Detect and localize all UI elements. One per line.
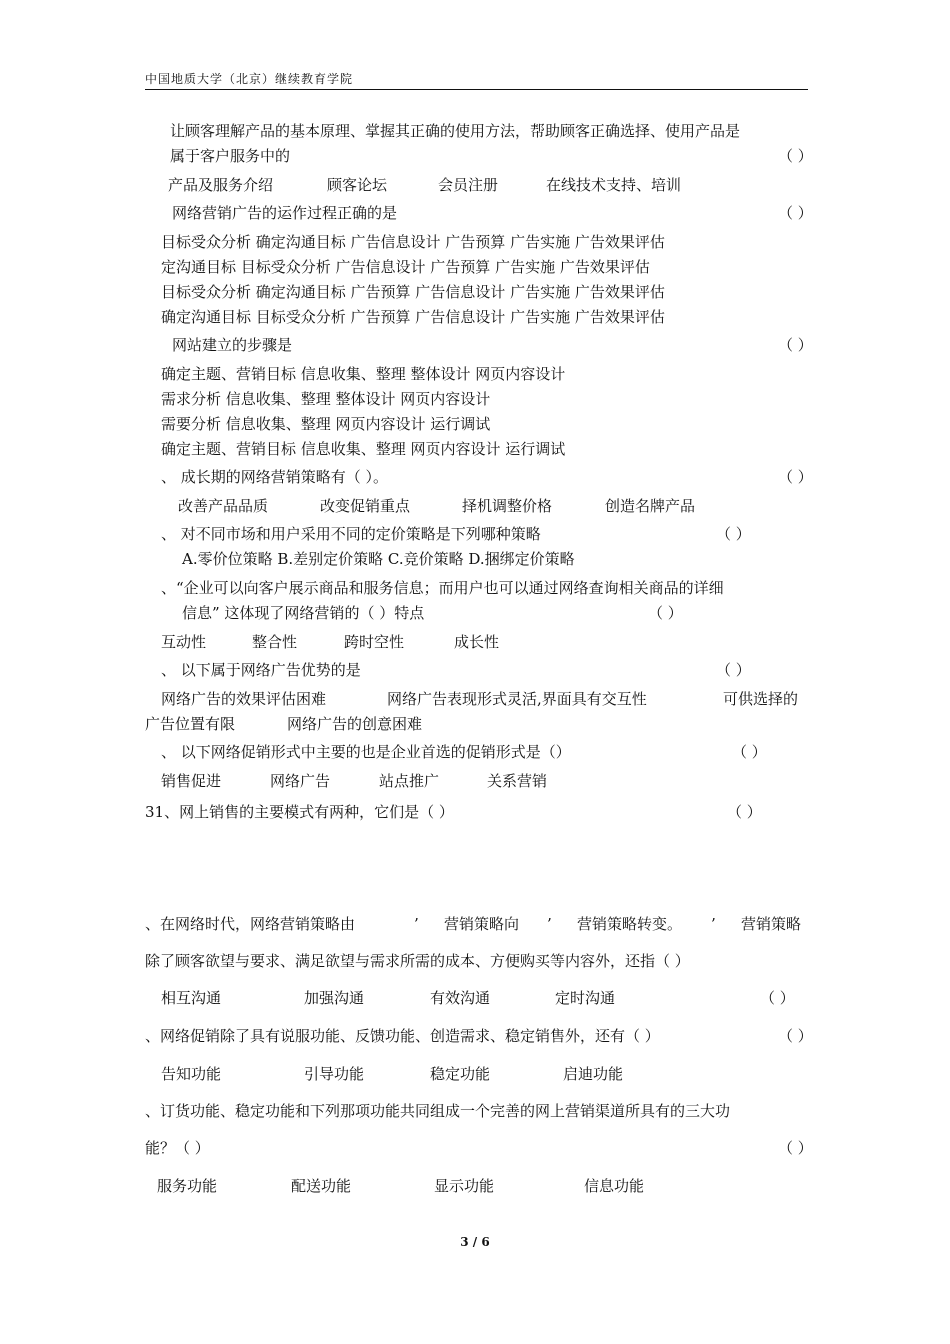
question-stem: 信息” 这体现了网络营销的（ ）特点 (182, 604, 425, 622)
question-stem: 、 以下属于网络广告优势的是 (161, 661, 361, 679)
question-stem: 、在网络时代，网络营销策略由 (145, 915, 356, 933)
option: 互动性 (161, 633, 207, 651)
question-stem: 网络营销广告的运作过程正确的是 (172, 204, 398, 222)
option: 在线技术支持、培训 (546, 176, 682, 194)
answer-paren: （ ） (760, 989, 795, 1007)
header-rule (145, 89, 808, 90)
answer-paren: （ ） (716, 525, 751, 543)
option: 改善产品品质 (178, 497, 269, 515)
question-stem: 让顾客理解产品的基本原理、掌握其正确的使用方法，帮助顾客正确选择、使用产品是 (170, 122, 741, 140)
option: 相互沟通 (161, 989, 222, 1007)
page-number: 3 / 6 (460, 1235, 490, 1249)
question-stem: 、 成长期的网络营销策略有（ ）。 (161, 468, 389, 486)
option: 稳定功能 (430, 1065, 491, 1083)
option: 可供选择的 (723, 690, 799, 708)
answer-paren: （ ） (778, 204, 813, 222)
option: 网络广告的效果评估困难 (161, 690, 327, 708)
option: 跨时空性 (344, 633, 405, 651)
option: 确定主题、营销目标 信息收集、整理 整体设计 网页内容设计 (161, 365, 566, 383)
question-stem: 营销策略转变。 (577, 915, 683, 933)
question-stem: ’ (414, 915, 419, 933)
answer-paren: （ ） (778, 468, 813, 486)
option: 确定沟通目标 目标受众分析 广告预算 广告信息设计 广告实施 广告效果评估 (161, 308, 665, 326)
option: 加强沟通 (304, 989, 365, 1007)
option: 择机调整价格 (462, 497, 553, 515)
option: 创造名牌产品 (605, 497, 696, 515)
answer-paren: （ ） (727, 803, 762, 821)
question-stem: 营销策略 (741, 915, 802, 933)
option: 产品及服务介绍 (168, 176, 274, 194)
option-line: A.零价位策略 B.差别定价策略 C.竞价策略 D.捆绑定价策略 (182, 550, 575, 568)
question-stem: 、 以下网络促销形式中主要的也是企业首选的促销形式是（） (161, 743, 571, 761)
option: 目标受众分析 确定沟通目标 广告信息设计 广告预算 广告实施 广告效果评估 (161, 233, 665, 251)
question-stem: ’ (711, 915, 716, 933)
answer-paren: （ ） (778, 1027, 813, 1045)
option: 有效沟通 (430, 989, 491, 1007)
question-stem: 能？（ ） (145, 1139, 210, 1157)
answer-paren: （ ） (716, 661, 751, 679)
option: 销售促进 (161, 772, 222, 790)
option: 目标受众分析 确定沟通目标 广告预算 广告信息设计 广告实施 广告效果评估 (161, 283, 665, 301)
option: 关系营销 (487, 772, 548, 790)
option: 站点推广 (379, 772, 440, 790)
option: 服务功能 (157, 1177, 218, 1195)
question-stem: 除了顾客欲望与要求、满足欲望与需求所需的成本、方便购买等内容外，还指（ ） (145, 952, 690, 970)
option: 定时沟通 (555, 989, 616, 1007)
option: 启迪功能 (563, 1065, 624, 1083)
option: 引导功能 (304, 1065, 365, 1083)
question-stem: 属于客户服务中的 (170, 147, 291, 165)
question-stem: ’ (547, 915, 552, 933)
option: 网络广告 (270, 772, 331, 790)
option: 网络广告表现形式灵活,界面具有交互性 (387, 690, 647, 708)
option: 顾客论坛 (327, 176, 388, 194)
option: 会员注册 (438, 176, 499, 194)
answer-paren: （ ） (778, 336, 813, 354)
option: 成长性 (454, 633, 500, 651)
option: 改变促销重点 (320, 497, 411, 515)
option: 整合性 (252, 633, 298, 651)
question-stem: 、订货功能、稳定功能和下列那项功能共同组成一个完善的网上营销渠道所具有的三大功 (145, 1102, 731, 1120)
answer-paren: （ ） (778, 1139, 813, 1157)
option: 广告位置有限 (145, 715, 236, 733)
option: 配送功能 (291, 1177, 352, 1195)
answer-paren: （ ） (648, 604, 683, 622)
option: 显示功能 (434, 1177, 495, 1195)
option: 信息功能 (584, 1177, 645, 1195)
question-stem: 网站建立的步骤是 (172, 336, 293, 354)
question-stem: 、网络促销除了具有说服功能、反馈功能、创造需求、稳定销售外，还有（ ） (145, 1027, 660, 1045)
question-stem: 、 对不同市场和用户采用不同的定价策略是下列哪种策略 (161, 525, 541, 543)
answer-paren: （ ） (732, 743, 767, 761)
option: 需要分析 信息收集、整理 网页内容设计 运行调试 (161, 415, 491, 433)
answer-paren: （ ） (778, 147, 813, 165)
option: 网络广告的创意困难 (287, 715, 423, 733)
document-header: 中国地质大学（北京）继续教育学院 (145, 72, 354, 86)
question-stem: 营销策略向 (444, 915, 520, 933)
option: 定沟通目标 目标受众分析 广告信息设计 广告预算 广告实施 广告效果评估 (161, 258, 650, 276)
option: 告知功能 (161, 1065, 222, 1083)
option: 确定主题、营销目标 信息收集、整理 网页内容设计 运行调试 (161, 440, 566, 458)
question-stem: 、“企业可以向客户展示商品和服务信息；而用户也可以通过网络查询相关商品的详细 (161, 579, 724, 597)
question-stem: 31、网上销售的主要模式有两种，它们是（ ） (145, 803, 454, 821)
option: 需求分析 信息收集、整理 整体设计 网页内容设计 (161, 390, 491, 408)
